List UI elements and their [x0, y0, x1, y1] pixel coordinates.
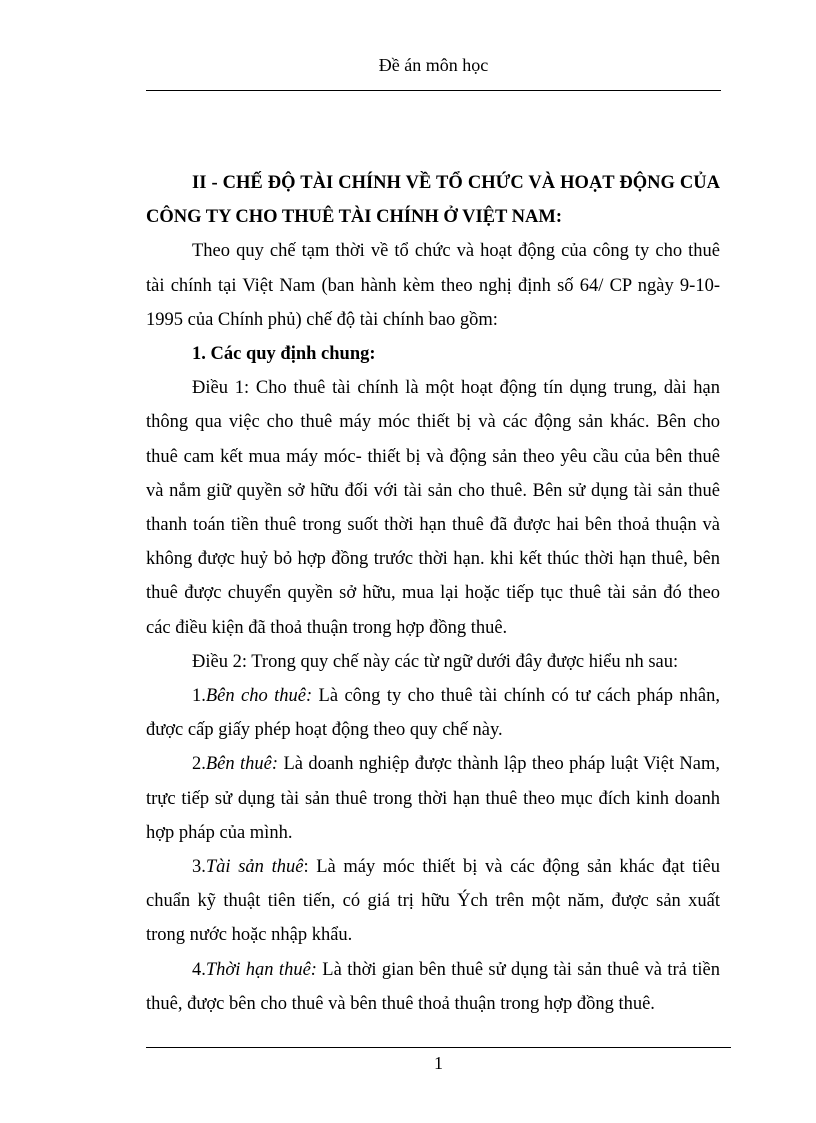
section-heading: II - CHẾ ĐỘ TÀI CHÍNH VỀ TỔ CHỨC VÀ HOẠT ĐỘNG CỦA CÔNG TY CHO THUÊ TÀI CHÍNH Ở VIỆT NAM: — [146, 173, 720, 228]
definition-text: : Là máy móc thiết bị và các động sản khác đạt tiêu chuẩn kỹ thuật tiên tiến, có giá trị hữu Ých trên một năm, được sản xuất trong nước hoặc nhập khẩu. — [146, 857, 720, 946]
running-header: Đề án môn học — [378, 55, 489, 75]
definition-item — [146, 679, 720, 747]
article-2-paragraph: Điều 2: Trong quy chế này các từ ngữ dưới đây được hiểu nh sau: — [192, 651, 679, 672]
document-body — [146, 166, 720, 1021]
article-1-paragraph: Điều 1: Cho thuê tài chính là một hoạt động tín dụng trung, dài hạn thông qua việc cho thuê máy móc thiết bị và các động sản khác. Bên cho thuê cam kết mua máy móc- thiết bị và động sản theo yêu cầu của bên thuê và nắm giữ quyền sở hữu đối với tài sản cho thuê. Bên sử dụng tài sản thuê thanh toán tiền thuê trong suốt thời hạn thuê đã được hai bên thoả thuận và không được huỷ bỏ hợp đồng trước thời hạn. khi kết thúc thời hạn thuê, bên thuê được chuyển quyền sở hữu, mua lại hoặc tiếp tục thuê tài sản đó theo các điều kiện đã thoả thuận trong hợp đồng thuê. — [146, 378, 720, 638]
definition-term: Bên thuê: — [205, 754, 279, 775]
definition-text: Là doanh nghiệp được thành lập theo pháp luật Việt Nam, trực tiếp sử dụng tài sản thuê trong thời hạn thuê theo mục đích kinh doanh hợp pháp của mình. — [146, 754, 720, 843]
definition-term: Tài sản thuê — [205, 857, 304, 878]
definition-term: Thời hạn thuê: — [205, 959, 317, 980]
definition-number: 3. — [192, 857, 206, 878]
definition-item — [146, 747, 720, 850]
footer-rule — [146, 1047, 731, 1048]
intro-paragraph: Theo quy chế tạm thời về tổ chức và hoạt động của công ty cho thuê tài chính tại Việt Nam (ban hành kèm theo nghị định số 64/ CP ngày 9-10-1995 của Chính phủ) chế độ tài chính bao gồm: — [146, 241, 720, 330]
definition-text: Là công ty cho thuê tài chính có tư cách pháp nhân, được cấp giấy phép hoạt động theo quy chế này. — [146, 686, 720, 741]
definition-number: 4. — [192, 959, 206, 980]
page-number: 1 — [434, 1053, 443, 1073]
definition-number: 1. — [192, 686, 206, 707]
definition-number: 2. — [192, 754, 206, 775]
definition-item — [146, 953, 720, 1021]
definition-term: Bên cho thuê: — [205, 686, 313, 707]
definition-item — [146, 850, 720, 953]
definition-text: Là thời gian bên thuê sử dụng tài sản thuê và trả tiền thuê, được bên cho thuê và bên thuê thoả thuận trong hợp đồng thuê. — [146, 959, 720, 1014]
subsection-heading: 1. Các quy định chung: — [192, 344, 376, 365]
header-rule — [146, 90, 721, 91]
